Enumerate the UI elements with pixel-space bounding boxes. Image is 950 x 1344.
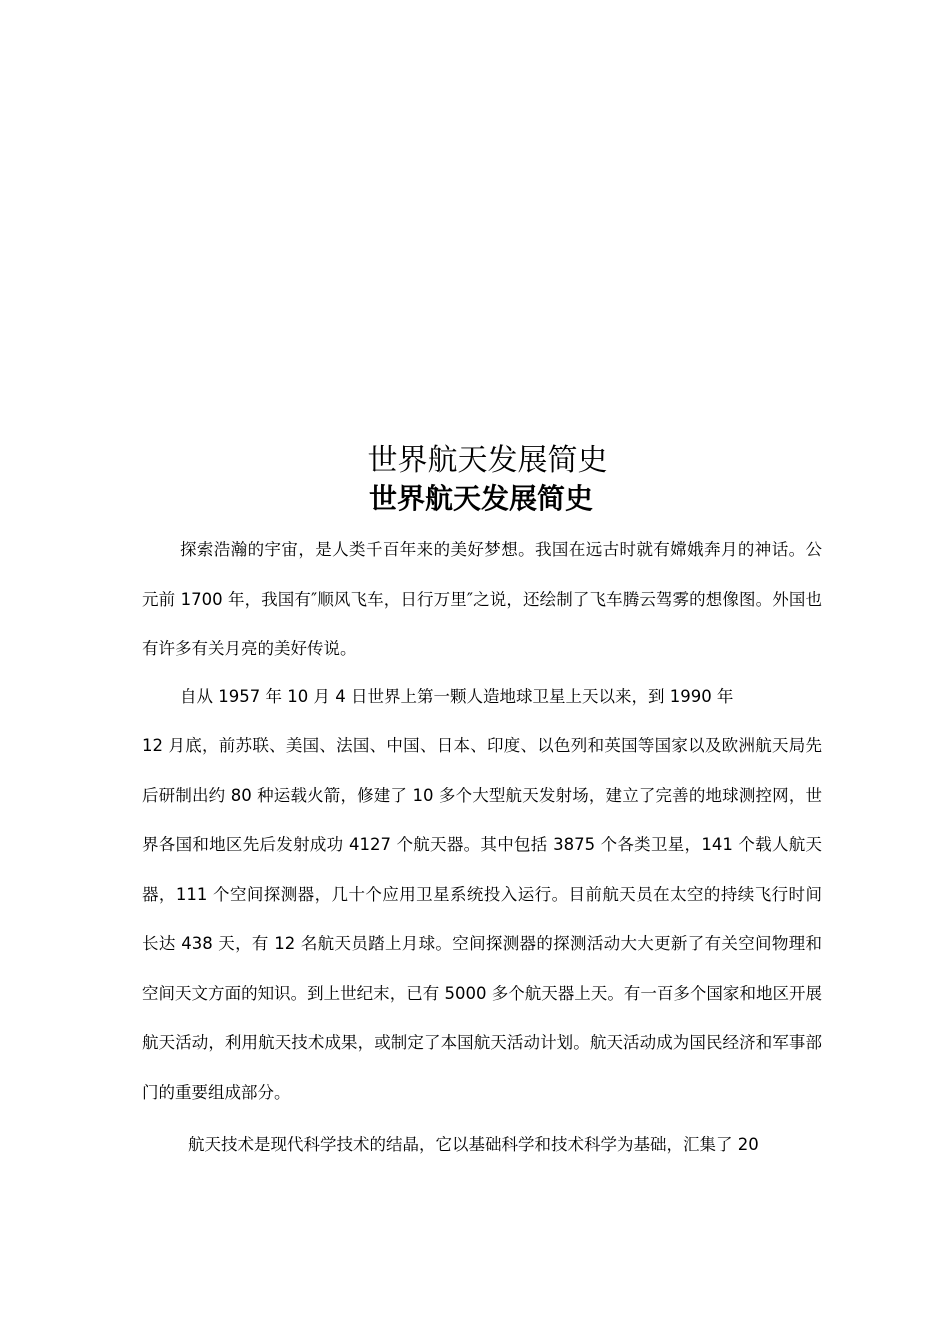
paragraph-space-history-continued: 12 月底，前苏联、美国、法国、中国、日本、印度、以色列和英国等国家以及欧洲航天局先后研制出约 80 种运载火箭，修建了 10 多个大型航天发射场，建立了完善的地球测控网，世界各国和地区先后发射成功 4127 个航天器。其中包括 3875 个各类卫星，141 个载人航天器，111 个空间探测器，几十个应用卫星系统投入运行。目前航天员在太空的持续飞行时间长达 438 天，有 12 名航天员踏上月球。空间探测器的探测活动大大更新了有关空间物理和空间天文方面的知识。到上世纪末，已有 5000 多个航天器上天。有一百多个国家和地区开展航天活动，利用航天技术成果，或制定了本国航天活动计划。航天活动成为国民经济和军事部门的重要组成部分。 [142,736,822,1102]
document-title-serif: 世界航天发展简史 [367,443,608,478]
paragraph-space-technology: 航天技术是现代科学技术的结晶，它以基础科学和技术科学为基础，汇集了 20 [188,1135,759,1154]
paragraph-space-dream: 探索浩瀚的宇宙，是人类千百年来的美好梦想。我国在远古时就有嫦娥奔月的神话。公元前 1700 年，我国有″顺风飞车，日行万里″之说，还绘制了飞车腾云驾雾的想像图。外国也有许多有关月亮的美好传说。 [142,540,822,658]
document-title-bold: 世界航天发展简史 [368,482,593,515]
paragraph-space-history-first-line: 自从 1957 年 10 月 4 日世界上第一颗人造地球卫星上天以来，到 1990 年 [180,687,734,706]
